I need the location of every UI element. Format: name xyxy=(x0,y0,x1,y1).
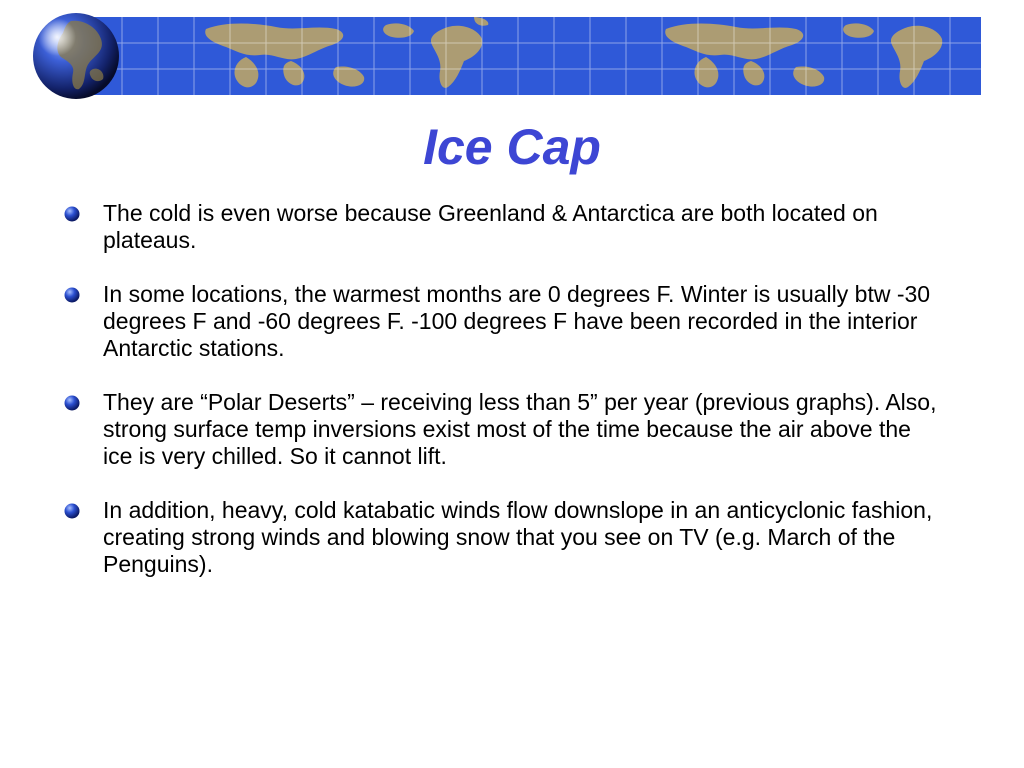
world-map-graphic xyxy=(86,17,981,95)
list-item xyxy=(64,281,964,362)
list-item xyxy=(64,497,964,578)
bullet-text: They are “Polar Deserts” – receiving less than 5” per year (previous graphs). Also, strong surface temp inversions exist most of the time because the air above the ice is very chilled. So it cannot lift. xyxy=(103,389,937,469)
list-item xyxy=(64,200,964,254)
bullet-list xyxy=(64,200,964,605)
sphere-bullet-icon xyxy=(64,287,80,303)
slide-title: Ice Cap xyxy=(423,119,601,175)
sphere-bullet-icon xyxy=(64,503,80,519)
sphere-bullet-icon xyxy=(64,206,80,222)
bullet-text: In some locations, the warmest months are 0 degrees F. Winter is usually btw -30 degrees F and -60 degrees F. -100 degrees F have been recorded in the interior Antarctic stations. xyxy=(103,281,931,361)
list-item xyxy=(64,389,964,470)
sphere-bullet-icon xyxy=(64,395,80,411)
world-map-banner xyxy=(86,17,981,95)
bullet-text: The cold is even worse because Greenland & Antarctica are both located on plateaus. xyxy=(103,200,878,253)
bullet-text: In addition, heavy, cold katabatic winds flow downslope in an anticyclonic fashion, creating strong winds and blowing snow that you see on TV (e.g. March of the Penguins). xyxy=(103,497,933,577)
globe-icon xyxy=(31,11,121,101)
